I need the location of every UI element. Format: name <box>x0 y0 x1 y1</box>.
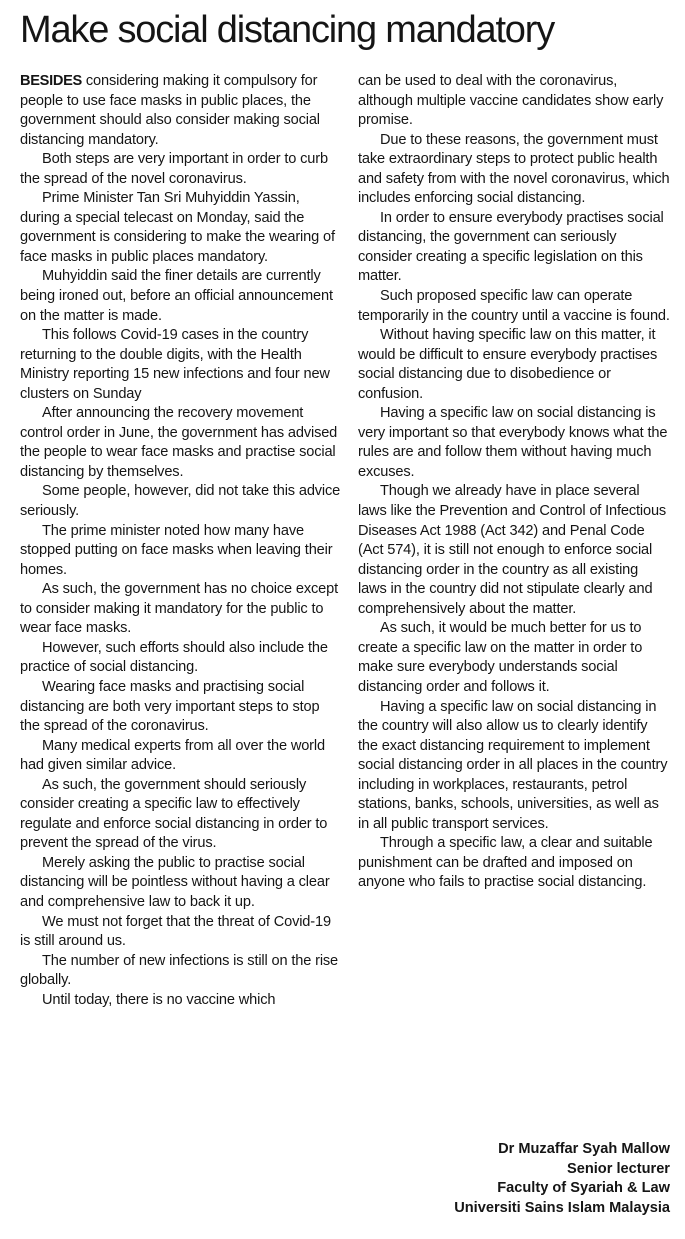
author-university: Universiti Sains Islam Malaysia <box>454 1199 670 1216</box>
paragraph: Wearing face masks and practising social distancing are both very important steps to stop the spread of the coronavirus. <box>20 678 320 735</box>
paragraph: Though we already have in place several laws like the Prevention and Control of Infectious Diseases Act 1988 (Act 342) and Penal Code (Act 574), it is still not enough to enforce social distancing order in the country as all existing laws in the country did not stipulate clearly and comprehensively about the matter. <box>358 483 667 617</box>
paragraph: Due to these reasons, the government must take extraordinary steps to protect public health and safety from with the novel coronavirus, which includes enforcing social distancing. <box>358 131 670 207</box>
author-signature <box>454 1140 670 1218</box>
paragraph: Muhyiddin said the finer details are currently being ironed out, before an official announcement on the matter is made. <box>20 268 333 324</box>
paragraph: Until today, there is no vaccine which <box>42 991 276 1008</box>
paragraph: Many medical experts from all over the world had given similar advice. <box>20 737 325 774</box>
paragraph: Through a specific law, a clear and suitable punishment can be drafted and imposed on anyone who fails to practise social distancing. <box>358 835 653 891</box>
paragraph: As such, the government has no choice except to consider making it mandatory for the public to wear face masks. <box>20 581 338 637</box>
paragraph <box>20 72 342 150</box>
author-faculty: Faculty of Syariah & Law <box>497 1180 670 1196</box>
paragraph: Both steps are very important in order to curb the spread of the novel coronavirus. <box>20 151 328 187</box>
paragraph: Some people, however, did not take this advice seriously. <box>20 483 341 520</box>
paragraph: After announcing the recovery movement control order in June, the government has advised the people to wear face masks and practise social distancing by themselves. <box>20 405 338 480</box>
paragraph: Having a specific law on social distancing is very important so that everybody knows what the rules are and follow them without having much excuses. <box>358 405 668 480</box>
paragraph: The number of new infections is still on the rise globally. <box>20 952 339 989</box>
article-column-right <box>358 72 670 893</box>
paragraph: Having a specific law on social distancing in the country will also allow us to clearly identify the exact distancing requirement to implement social distancing order in all places in the country including in workplaces, restaurants, petrol stations, banks, schools, universities, as well as in all public transport services. <box>358 698 668 832</box>
paragraph: As such, it would be much better for us to create a specific law on the matter in order to make sure everybody understands social distancing order and follows it. <box>358 620 643 695</box>
paragraph: The prime minister noted how many have stopped putting on face masks when leaving their homes. <box>20 522 333 578</box>
paragraph: Without having specific law on this matter, it would be difficult to ensure everybody practises social distancing due to disobedience or confusion. <box>358 327 658 402</box>
paragraph: However, such efforts should also include the practice of social distancing. <box>20 639 328 676</box>
paragraph: can be used to deal with the coronavirus, although multiple vaccine candidates show early promise. <box>358 73 664 129</box>
lead-word: BESIDES <box>20 73 82 89</box>
paragraph: We must not forget that the threat of Covid-19 is still around us. <box>20 913 331 950</box>
paragraph-text: considering making it compulsory for people to use face masks in public places, the government should also consider making social distancing mandatory. <box>20 73 320 148</box>
author-name: Dr Muzaffar Syah Mallow <box>498 1141 670 1157</box>
paragraph: This follows Covid-19 cases in the country returning to the double digits, with the Health Ministry reporting 15 new infections and four new clusters on Sunday <box>20 327 330 402</box>
author-title: Senior lecturer <box>566 1160 670 1177</box>
paragraph: As such, the government should seriously consider creating a specific law to effectively regulate and enforce social distancing in order to prevent the spread of the virus. <box>20 776 328 852</box>
paragraph: Such proposed specific law can operate temporarily in the country until a vaccine is found. <box>358 288 670 324</box>
headline: Make social distancing mandatory <box>20 9 554 51</box>
article-column-left <box>20 72 342 1010</box>
paragraph: In order to ensure everybody practises social distancing, the government can seriously consider creating a specific legislation on this matter. <box>358 209 664 285</box>
paragraph: Merely asking the public to practise social distancing will be pointless without having a clear and comprehensive law to back it up. <box>20 854 330 910</box>
paragraph: Prime Minister Tan Sri Muhyiddin Yassin, during a special telecast on Monday, said the government is considering to make the wearing of face masks in public places mandatory. <box>20 190 335 265</box>
